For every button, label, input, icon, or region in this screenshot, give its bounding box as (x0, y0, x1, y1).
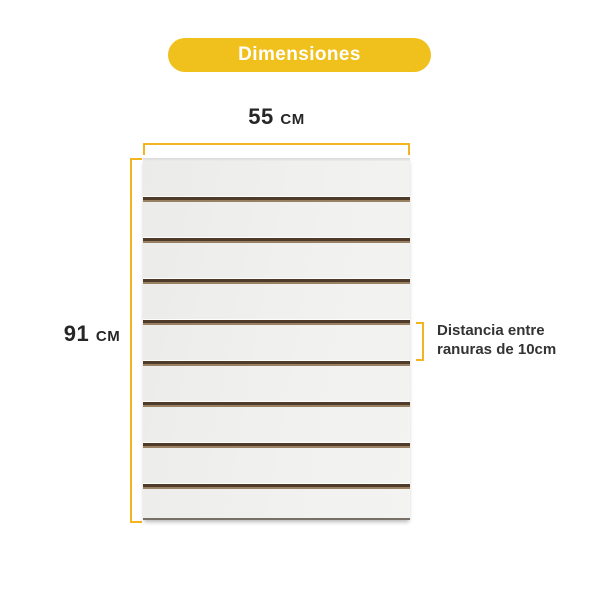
groove-distance-annotation (437, 321, 556, 359)
groove-distance-bracket (416, 322, 424, 361)
dimensions-badge (168, 38, 431, 72)
slat-groove (143, 320, 410, 325)
height-dimension-label: 91 cm (63, 321, 121, 346)
width-dimension-label: 55 cm (248, 104, 305, 129)
annotation-line-2: ranuras de 10cm (437, 341, 557, 358)
slat-groove (143, 197, 410, 202)
slat-groove (143, 484, 410, 489)
slat-groove (143, 279, 410, 284)
slat-groove (143, 238, 410, 243)
slatwall-panel (143, 158, 410, 520)
width-dimension-line (143, 143, 410, 155)
dimensions-badge-label: Dimensiones (238, 44, 361, 65)
height-dimension-line (130, 158, 142, 523)
slat-groove (143, 402, 410, 407)
slat-groove (143, 361, 410, 366)
annotation-line-1: Distancia entre (437, 322, 545, 339)
slat-groove (143, 443, 410, 448)
